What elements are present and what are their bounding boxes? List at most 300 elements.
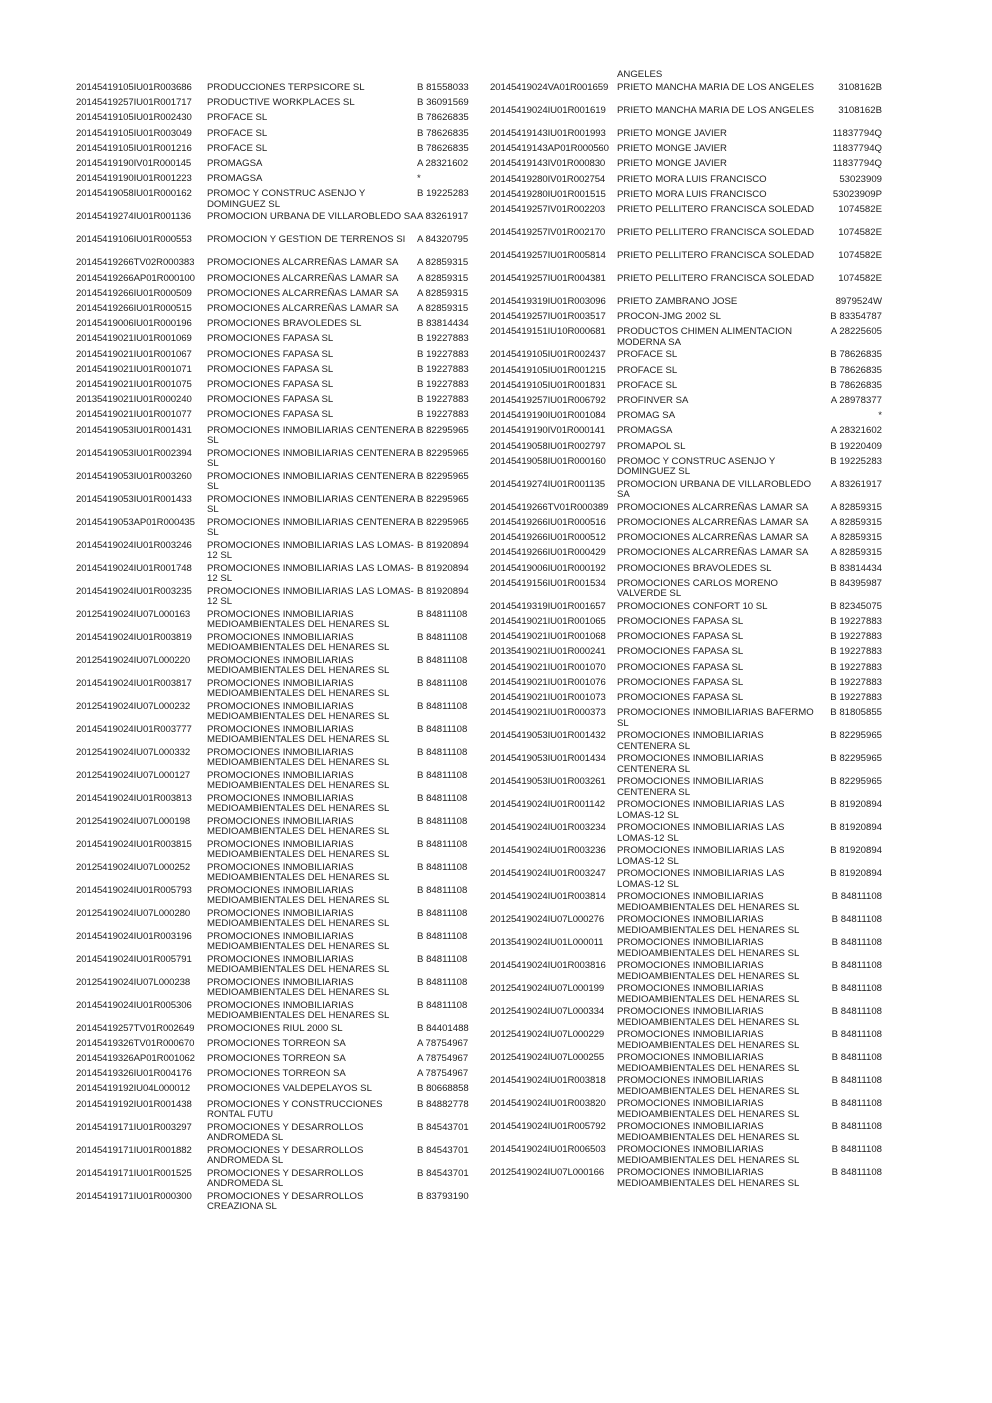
tax-id: B 81920894 (830, 822, 882, 834)
table-row (76, 319, 486, 334)
tax-id: B 84811108 (831, 914, 882, 926)
table-row (76, 863, 486, 886)
table-row (490, 350, 890, 365)
record-code: 20145419280IU01R001515 (490, 188, 606, 200)
tax-id: A 78754967 (417, 1068, 469, 1080)
table-row (76, 113, 486, 128)
tax-id: B 19227883 (830, 646, 882, 658)
record-code: 20145419257IU01R001717 (76, 97, 192, 109)
table-row (76, 289, 486, 304)
tax-id: B 84811108 (417, 746, 468, 758)
record-code: 20145419192IU01R001438 (76, 1098, 192, 1110)
record-code: 20145419257IU01R005814 (490, 250, 606, 261)
record-code: 20145419190IU01R001223 (76, 173, 192, 185)
tax-id: A 84320795 (417, 234, 469, 246)
table-row (76, 495, 486, 518)
table-row (490, 708, 890, 731)
record-code: 20145419151IU10R000681 (490, 326, 606, 338)
tax-id: 3108162B (838, 82, 882, 93)
table-row (76, 610, 486, 633)
record-code: 20125419024IU07L000334 (490, 1006, 605, 1018)
tax-id: B 84882778 (417, 1098, 469, 1110)
record-code: 20145419024IU01R005791 (76, 953, 192, 965)
tax-id: A 82859315 (830, 532, 882, 544)
tax-id: B 19227883 (830, 661, 882, 673)
record-code: 20125419024IU07L000280 (76, 907, 191, 919)
table-row (76, 129, 486, 144)
table-row (76, 794, 486, 817)
holder-name: PRIETO MONGE JAVIER (617, 143, 727, 155)
table-row (76, 395, 486, 410)
tax-id: 3108162B (838, 105, 882, 116)
record-code: 20125419024IU07L000276 (490, 914, 605, 926)
table-row (76, 212, 486, 235)
tax-id: B 82295965 (417, 493, 469, 505)
table-row (76, 426, 486, 449)
holder-name: PROMOCIONES INMOBILIARIAS MEDIOAMBIENTALES DEL HENARES SL (207, 999, 390, 1021)
holder-name: PROMOCIONES INMOBILIARIAS MEDIOAMBIENTALES DEL HENARES SL (617, 1052, 800, 1074)
holder-name: PROMOCIONES INMOBILIARIAS CENTENERA SL (617, 753, 764, 775)
holder-name: PROMOCIONES ALCARREÑAS LAMAR SA (617, 501, 809, 513)
record-code: 20145419021IU01R001067 (76, 348, 192, 360)
holder-name: PROMOCIONES INMOBILIARIAS CENTENERA SL (617, 730, 764, 752)
holder-name: PROMOCIONES INMOBILIARIAS MEDIOAMBIENTALES DEL HENARES SL (617, 1098, 800, 1120)
holder-name: PROMOCIONES BRAVOLEDES SL (617, 562, 772, 574)
table-row (76, 1169, 486, 1192)
table-row (76, 1054, 486, 1069)
holder-name: PROMOCIONES INMOBILIARIAS LAS LOMAS-12 SL (617, 799, 785, 821)
table-row (490, 1053, 890, 1076)
holder-name: PROMOCIONES FAPASA SL (617, 631, 744, 643)
record-code: 20145419024IU01R003813 (76, 792, 192, 804)
tax-id: B 84543701 (417, 1167, 469, 1179)
tax-id: B 19227883 (830, 692, 882, 703)
table-row (490, 1076, 890, 1099)
record-code: 20145419024IU01R003196 (76, 930, 192, 942)
holder-name: PRIETO PELLITERO FRANCISCA SOLEDAD (617, 204, 815, 215)
table-row (76, 886, 486, 909)
tax-id: B 81920894 (830, 799, 882, 811)
record-code: 20145419326TV01R000670 (76, 1037, 195, 1049)
table-row (76, 748, 486, 771)
table-row (490, 205, 890, 228)
holder-name: PROMOCIONES RIUL 2000 SL (207, 1022, 343, 1034)
tax-id: B 83354787 (830, 311, 882, 323)
tax-id: B 84811108 (417, 953, 468, 965)
table-row (76, 159, 486, 174)
tax-id: B 84811108 (831, 1006, 882, 1018)
table-row (490, 693, 890, 708)
table-row (490, 533, 890, 548)
tax-id: B 19227883 (830, 616, 882, 627)
record-code: 20145419058IU01R000160 (490, 455, 606, 467)
record-code: 20145419105IU01R001215 (490, 364, 606, 376)
table-row (490, 984, 890, 1007)
tax-id: 1074582E (838, 250, 882, 261)
tax-id: A 28321602 (830, 425, 882, 437)
table-row (76, 840, 486, 863)
record-code: 20145419143IU01R001993 (490, 128, 606, 139)
holder-name: PROMOCIONES INMOBILIARIAS CENTENERA SL (617, 776, 764, 798)
record-code: 20145419024IU01R003818 (490, 1075, 606, 1087)
record-code: 20145419058IU01R002797 (490, 440, 606, 452)
record-code: 20145419105IU01R001216 (76, 142, 192, 154)
record-code: 20145419021IU01R001068 (490, 631, 606, 643)
table-row (490, 327, 890, 350)
tax-id: B 84811108 (417, 792, 468, 804)
table-row (76, 564, 486, 587)
tax-id: B 83814434 (830, 562, 882, 574)
holder-name: PROMOCIONES Y DESARROLLOS ANDROMEDA SL (207, 1167, 364, 1189)
holder-name: PROMOCIONES TORREON SA (207, 1037, 346, 1049)
tax-id: B 81920894 (417, 585, 469, 597)
holder-name: PROMOCIONES INMOBILIARIAS MEDIOAMBIENTALES DEL HENARES SL (207, 861, 390, 883)
record-code: 20145419190IV01R000145 (76, 158, 192, 169)
table-row (76, 679, 486, 702)
tax-id: B 84811108 (831, 891, 882, 903)
table-row (76, 274, 486, 289)
record-code: 20145419006IU01R000192 (490, 562, 606, 574)
tax-id: B 84811108 (831, 960, 882, 972)
table-row (490, 381, 890, 396)
record-code: 20145419024IU01R003247 (490, 868, 606, 880)
tax-id: A 82859315 (417, 257, 469, 269)
holder-name: PROMOC Y CONSTRUC ASENJO Y DOMINGUEZ SL (207, 188, 366, 210)
holder-name: PROMOCIONES INMOBILIARIAS MEDIOAMBIENTALES DEL HENARES SL (207, 792, 390, 814)
table-row (490, 564, 890, 579)
holder-name: PROMOCIONES INMOBILIARIAS CENTENERA SL (207, 424, 415, 446)
table-row (76, 350, 486, 365)
table-row (76, 144, 486, 159)
tax-id: B 80668858 (417, 1083, 469, 1095)
record-code: 20145419105IU01R003686 (76, 82, 192, 93)
record-code: 20145419326AP01R001062 (76, 1053, 195, 1064)
tax-id: A 83261917 (417, 211, 469, 223)
table-row (76, 1084, 486, 1099)
holder-name: PROMOCIONES ALCARREÑAS LAMAR SA (207, 272, 399, 284)
holder-name: PROMOCIONES INMOBILIARIAS MEDIOAMBIENTALES DEL HENARES SL (617, 1121, 800, 1143)
table-row (490, 892, 890, 915)
record-code: 20145419053IU01R001434 (490, 753, 606, 765)
table-row (76, 633, 486, 656)
record-code: 20145419053IU01R003261 (490, 776, 606, 788)
table-row (490, 632, 890, 647)
record-code: 20125419024IU07L000199 (490, 983, 605, 995)
table-row (490, 129, 890, 144)
holder-name: PROMAGSA (207, 173, 263, 185)
record-code: 20145419021IU01R000373 (490, 707, 606, 719)
holder-name: PROMOCIONES INMOBILIARIAS MEDIOAMBIENTALES DEL HENARES SL (617, 1006, 800, 1028)
holder-name: PROMOCIONES INMOBILIARIAS MEDIOAMBIENTALES DEL HENARES SL (207, 654, 390, 676)
tax-id: B 83793190 (417, 1190, 469, 1202)
record-code: 20145419105IU01R002437 (490, 349, 606, 361)
tax-id: B 19227883 (417, 394, 469, 406)
table-row (490, 869, 890, 892)
tax-id: B 19225283 (830, 455, 882, 467)
holder-name: PROMOCIONES INMOBILIARIAS MEDIOAMBIENTALES DEL HENARES SL (617, 914, 800, 936)
holder-name: PROMOCIONES FAPASA SL (617, 616, 744, 627)
holder-name: PROMOCIONES TORREON SA (207, 1068, 346, 1080)
holder-name: PROMOCIONES INMOBILIARIAS LAS LOMAS-12 SL (207, 562, 414, 584)
holder-name: PROMOCIONES FAPASA SL (207, 379, 334, 390)
record-code: 20145419274IU01R001135 (490, 478, 605, 490)
record-code: 20135419024IU01L000011 (490, 937, 604, 949)
table-row (490, 617, 890, 632)
table-row (490, 442, 890, 457)
table-row (76, 410, 486, 425)
holder-name: PROMOCIONES INMOBILIARIAS LAS LOMAS-12 SL (617, 845, 785, 867)
table-row (76, 587, 486, 610)
tax-id: B 82345075 (830, 600, 882, 612)
holder-name: PROMOCIONES INMOBILIARIAS MEDIOAMBIENTALES DEL HENARES SL (207, 723, 390, 745)
tax-id: B 19227883 (830, 676, 882, 688)
table-row (490, 915, 890, 938)
record-code: 20145419266TV02R000383 (76, 257, 195, 269)
tax-id: B 84811108 (831, 1098, 882, 1110)
leading-fragment: ANGELES (617, 69, 663, 80)
table-row (76, 1001, 486, 1024)
record-code: 20145419006IU01R000196 (76, 318, 192, 330)
tax-id: B 84811108 (831, 1052, 882, 1064)
table-row (490, 106, 890, 129)
record-code: 20125419024IU07L000220 (76, 654, 191, 666)
tax-id: 1074582E (838, 227, 882, 238)
table-row (76, 304, 486, 319)
holder-name: PROMOCIONES ALCARREÑAS LAMAR SA (207, 257, 399, 269)
table-row (76, 817, 486, 840)
holder-name: PROMOCIONES Y DESARROLLOS ANDROMEDA SL (207, 1121, 364, 1143)
holder-name: PROMOCIONES FAPASA SL (617, 676, 744, 688)
holder-name: PRODUCCIONES TERPSICORE SL (207, 82, 365, 93)
table-row (490, 457, 890, 480)
record-code: 20145419171IU01R003297 (76, 1121, 192, 1133)
holder-name: PRIETO MONGE JAVIER (617, 158, 727, 170)
table-row (490, 1168, 890, 1191)
record-code: 20145419053IU01R001433 (76, 493, 192, 505)
holder-name: PROCON-JMG 2002 SL (617, 311, 721, 323)
tax-id: A 82859315 (417, 287, 469, 299)
tax-id: B 84811108 (417, 723, 468, 735)
holder-name: PROMOCIONES VALDEPELAYOS SL (207, 1083, 372, 1095)
holder-name: PROMOCION URBANA DE VILLAROBLEDO SA (207, 211, 417, 223)
holder-name: PROMOCIONES FAPASA SL (617, 692, 744, 703)
table-row (490, 548, 890, 563)
table-row (76, 978, 486, 1001)
record-code: 20125419024IU07L000229 (490, 1029, 605, 1041)
tax-id: B 84811108 (417, 677, 468, 689)
record-code: 20145419058IU01R000162 (76, 188, 192, 200)
tax-id: A 83261917 (830, 478, 882, 490)
table-row (490, 426, 890, 441)
tax-id: B 84543701 (417, 1144, 469, 1156)
holder-name: PROMOCIONES INMOBILIARIAS LAS LOMAS-12 SL (617, 868, 785, 890)
record-code: 20145419024IU01R001142 (490, 799, 605, 811)
record-code: 20145419319IU01R001657 (490, 600, 606, 612)
record-code: 20145419105IU01R003049 (76, 127, 192, 139)
record-code: 20145419021IU01R001075 (76, 379, 192, 390)
record-code: 20145419024IU01R003817 (76, 677, 192, 689)
holder-name: PROMOCIONES BRAVOLEDES SL (207, 318, 362, 330)
record-code: 20145419024IU01R003814 (490, 891, 606, 903)
record-code: 20145419143AP01R000560 (490, 143, 609, 155)
record-code: 20125419024IU07L000238 (76, 976, 191, 988)
holder-name: PROMOCIONES INMOBILIARIAS MEDIOAMBIENTALES DEL HENARES SL (617, 1075, 800, 1097)
holder-name: PROMOCIONES INMOBILIARIAS MEDIOAMBIENTALES DEL HENARES SL (207, 953, 390, 975)
table-row (76, 189, 486, 212)
holder-name: PROMOCIONES ALCARREÑAS LAMAR SA (207, 303, 399, 314)
holder-name: PROMOCIONES INMOBILIARIAS MEDIOAMBIENTALES DEL HENARES SL (617, 937, 800, 959)
table-row (490, 1122, 890, 1145)
table-row (490, 144, 890, 159)
tax-id: B 19227883 (417, 409, 469, 421)
holder-name: PROMOCIONES INMOBILIARIAS MEDIOAMBIENTALES DEL HENARES SL (207, 838, 390, 860)
tax-id: B 78626835 (417, 142, 469, 154)
table-row (490, 846, 890, 869)
table-row (490, 251, 890, 274)
table-row (76, 1192, 486, 1215)
holder-name: PROMOCIONES INMOBILIARIAS MEDIOAMBIENTALES DEL HENARES SL (617, 983, 800, 1005)
tax-id: B 78626835 (830, 379, 882, 391)
table-row (490, 731, 890, 754)
record-code: 20145419105IU01R002430 (76, 112, 192, 124)
holder-name: PROMAGSA (207, 158, 263, 169)
table-row (490, 274, 890, 297)
table-row (76, 472, 486, 495)
record-code: 20145419024IU01R003234 (490, 822, 606, 834)
holder-name: PRIETO MANCHA MARIA DE LOS ANGELES (617, 82, 815, 93)
holder-name: PROMOCIONES INMOBILIARIAS MEDIOAMBIENTALES DEL HENARES SL (207, 769, 390, 791)
holder-name: PROMOCION Y GESTION DE TERRENOS SI (207, 234, 406, 246)
table-row (76, 656, 486, 679)
holder-name: PROMOCIONES INMOBILIARIAS MEDIOAMBIENTALES DEL HENARES SL (617, 1029, 800, 1051)
record-code: 20145419266IU01R000516 (490, 517, 606, 528)
record-code: 20125419024IU07L000166 (490, 1167, 605, 1179)
tax-id: A 82859315 (830, 501, 882, 513)
tax-id: B 84811108 (831, 1144, 882, 1156)
table-row (76, 518, 486, 541)
holder-name: PROMOCIONES FAPASA SL (617, 661, 744, 673)
holder-name: PROMOCION URBANA DE VILLAROBLEDO SA (617, 478, 812, 501)
record-code: 20145419257TV01R002649 (76, 1022, 195, 1034)
holder-name: PROMOCIONES INMOBILIARIAS MEDIOAMBIENTALES DEL HENARES SL (207, 884, 390, 906)
tax-id: B 78626835 (417, 112, 469, 124)
table-row (490, 678, 890, 693)
tax-id: * (417, 173, 421, 185)
table-row (76, 725, 486, 748)
record-code: 20145419021IU01R001069 (76, 333, 192, 345)
tax-id: * (878, 410, 882, 422)
tax-id: B 78626835 (830, 364, 882, 376)
record-code: 20145419024IU01R003236 (490, 845, 606, 857)
table-row (490, 190, 890, 205)
table-row (490, 579, 890, 602)
holder-name: PROMAGSA (617, 425, 673, 437)
record-code: 20125419024IU07L000255 (490, 1052, 605, 1064)
holder-name: PROMOCIONES INMOBILIARIAS MEDIOAMBIENTALES DEL HENARES SL (617, 1167, 800, 1189)
table-row (490, 480, 890, 503)
tax-id: B 84811108 (417, 769, 468, 781)
tax-id: B 19225283 (417, 188, 469, 200)
record-code: 20145419257IV01R002203 (490, 204, 606, 215)
record-code: 20145419024IU01R003819 (76, 631, 192, 643)
tax-id: B 84811108 (417, 884, 468, 896)
record-code: 20145419280IV01R002754 (490, 173, 606, 185)
table-row (490, 1099, 890, 1122)
tax-id: B 82295965 (417, 447, 469, 459)
holder-name: PRIETO ZAMBRANO JOSE (617, 296, 738, 307)
table-row (76, 258, 486, 273)
record-code: 20125419024IU07L000198 (76, 815, 191, 827)
tax-id: A 28978377 (830, 395, 882, 406)
holder-name: PROMOCIONES FAPASA SL (207, 409, 334, 421)
holder-name: PROMOCIONES INMOBILIARIAS MEDIOAMBIENTALES DEL HENARES SL (207, 631, 390, 653)
record-code: 20145419266IU01R000515 (76, 303, 192, 314)
record-code: 20145419257IU01R003517 (490, 311, 606, 323)
record-code: 20125419024IU07L000252 (76, 861, 191, 873)
record-code: 20145419190IV01R000141 (490, 425, 606, 437)
holder-name: PROMOCIONES INMOBILIARIAS MEDIOAMBIENTALES DEL HENARES SL (207, 976, 390, 998)
holder-name: PROMOCIONES ALCARREÑAS LAMAR SA (207, 287, 399, 299)
tax-id: 53023909 (839, 173, 882, 185)
table-row (76, 1024, 486, 1039)
holder-name: PROMAPOL SL (617, 440, 686, 452)
tax-id: B 19227883 (417, 379, 469, 390)
record-code: 20145419021IU01R001065 (490, 616, 606, 627)
holder-name: PROMOCIONES INMOBILIARIAS MEDIOAMBIENTALES DEL HENARES SL (207, 677, 390, 699)
table-row (490, 938, 890, 961)
record-code: 20145419053AP01R000435 (76, 516, 195, 528)
tax-id: B 81920894 (830, 868, 882, 880)
tax-id: B 82295965 (417, 470, 469, 482)
tax-id: B 84395987 (830, 577, 882, 589)
holder-name: PROMOCIONES FAPASA SL (617, 646, 744, 658)
holder-name: PROMAG SA (617, 410, 676, 422)
table-row (490, 1145, 890, 1168)
table-row (76, 1100, 486, 1123)
holder-name: PROMOCIONES CARLOS MORENO VALVERDE SL (617, 577, 778, 600)
table-row (490, 159, 890, 174)
holder-name: PROMOCIONES INMOBILIARIAS CENTENERA SL (207, 516, 415, 538)
tax-id: 11837794Q (832, 128, 882, 139)
table-row (76, 1069, 486, 1084)
record-code: 20135419021IU01R000241 (490, 646, 606, 658)
table-row (490, 1007, 890, 1030)
table-row (76, 365, 486, 380)
holder-name: PROMOCIONES CONFORT 10 SL (617, 600, 768, 612)
holder-name: PROMOCIONES ALCARREÑAS LAMAR SA (617, 532, 809, 544)
record-code: 20145419021IU01R001070 (490, 661, 606, 673)
table-row (490, 503, 890, 518)
table-row (76, 235, 486, 258)
holder-name: PROFACE SL (617, 379, 678, 391)
record-code: 20145419257IV01R002170 (490, 227, 606, 238)
holder-name: PROMOCIONES INMOBILIARIAS MEDIOAMBIENTALES DEL HENARES SL (207, 746, 390, 768)
tax-id: B 19227883 (830, 631, 882, 643)
table-row (76, 909, 486, 932)
table-row (76, 334, 486, 349)
holder-name: PROMOCIONES Y DESARROLLOS ANDROMEDA SL (207, 1144, 364, 1166)
table-row (490, 1030, 890, 1053)
record-code: 20145419024IU01R005306 (76, 999, 192, 1011)
table-row (490, 518, 890, 533)
holder-name: PROFACE SL (617, 349, 678, 361)
record-code: 20145419171IU01R001882 (76, 1144, 192, 1156)
holder-name: PROMOCIONES INMOBILIARIAS CENTENERA SL (207, 447, 415, 469)
record-code: 20145419274IU01R001136 (76, 211, 191, 223)
table-row (76, 98, 486, 113)
record-code: 20145419156IU01R001534 (490, 577, 606, 589)
table-row (490, 312, 890, 327)
